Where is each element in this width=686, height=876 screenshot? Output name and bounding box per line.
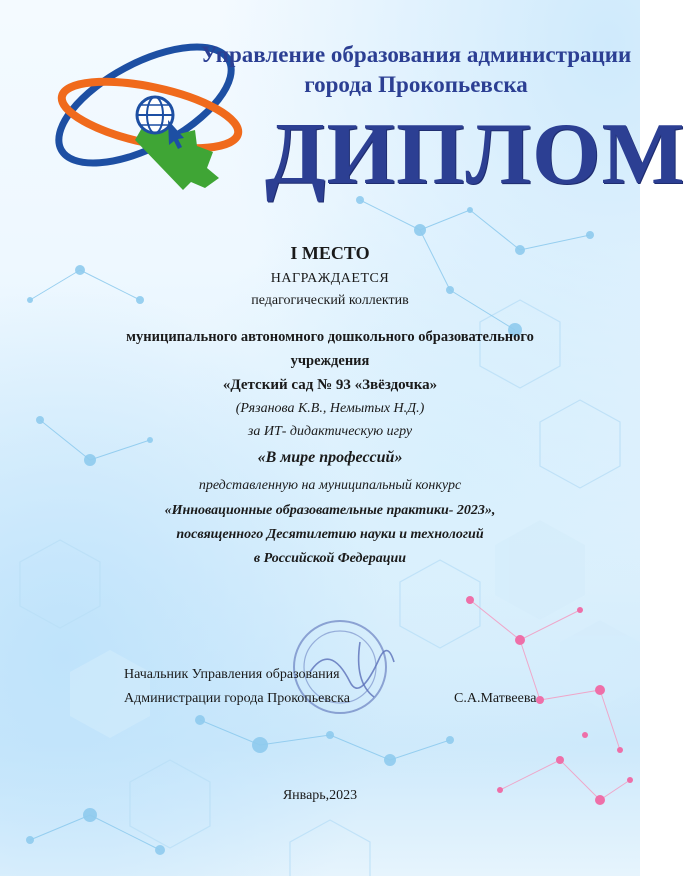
- award-place: I МЕСТО: [290, 243, 370, 263]
- game-title: «В мире профессий»: [257, 449, 403, 466]
- award-text: [90, 238, 570, 571]
- issue-date: Январь,2023: [282, 788, 358, 803]
- institution-line-2: учреждения: [290, 353, 370, 369]
- authors: (Рязанова К.В., Немытых Н.Д.): [235, 401, 425, 416]
- contest-line-1: «Инновационные образовательные практики- 2023»,: [164, 503, 496, 518]
- signatory-name: С.А.Матвеева: [454, 691, 537, 706]
- issuer-header: [196, 40, 636, 100]
- recipient-type: педагогический коллектив: [251, 293, 409, 308]
- signatory-position-line-2: Администрации города Прокопьевска: [124, 691, 350, 706]
- kindergarten-name: «Детский сад № 93 «Звёздочка»: [222, 377, 438, 393]
- award-reason: за ИТ- дидактическую игру: [247, 424, 413, 439]
- diploma-title: ДИПЛОМ: [265, 106, 686, 203]
- issuer-line-2: города Прокопьевска: [304, 72, 528, 97]
- institution-line-1: муниципального автономного дошкольного образовательного: [126, 329, 534, 345]
- contest-line-3: в Российской Федерации: [253, 551, 407, 566]
- issuer-line-1: Управление образования администрации: [200, 42, 632, 67]
- signatory-position-line-1: Начальник Управления образования: [124, 667, 340, 682]
- awarded-label: НАГРАЖДАЕТСЯ: [270, 271, 390, 286]
- signature-block: [124, 663, 584, 711]
- presented-line: представленную на муниципальный конкурс: [198, 478, 462, 493]
- contest-line-2: посвященного Десятилетию науки и технологий: [176, 527, 484, 542]
